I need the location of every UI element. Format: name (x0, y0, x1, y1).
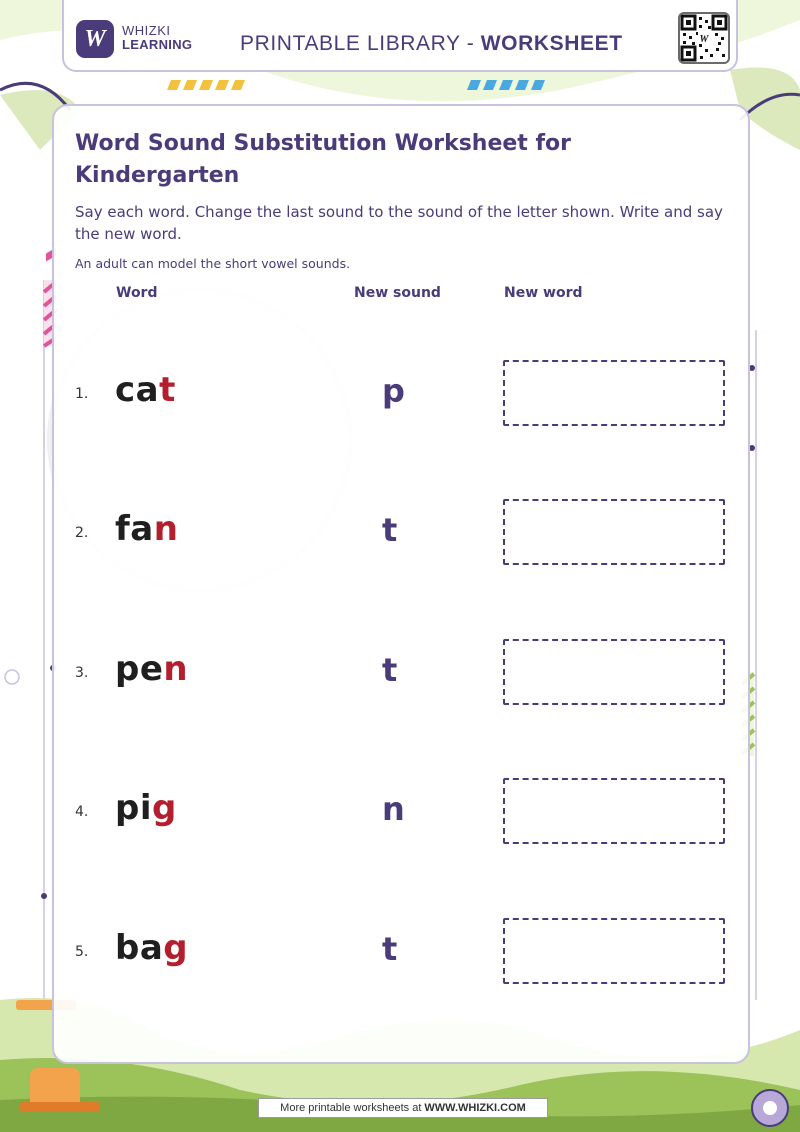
column-header-new-word: New word (504, 285, 583, 301)
word-last-letter: t (159, 370, 176, 410)
new-sound-letter: t (382, 651, 398, 689)
brand-name (122, 24, 192, 53)
worksheet-instructions: Say each word. Change the last sound to the sound of the letter shown. Write and say the new word. (75, 203, 723, 243)
whizki-logo[interactable] (76, 20, 114, 58)
item-number: 2. (75, 525, 89, 541)
word-last-letter: n (153, 509, 179, 549)
word-stem: ca (115, 370, 160, 410)
item-word (115, 788, 177, 828)
worksheet-title: Word Sound Substitution Worksheet for Kindergarten (75, 131, 572, 188)
word-stem: fa (115, 509, 154, 549)
item-number: 5. (75, 944, 89, 960)
word-last-letter: g (163, 928, 189, 968)
header-title-emphasis: WORKSHEET (480, 32, 623, 55)
item-word (115, 370, 176, 410)
footer-text: More printable worksheets at (280, 1102, 422, 1114)
item-word (115, 509, 178, 549)
new-sound-letter: p (382, 372, 405, 410)
worksheet-item-3 (0, 639, 800, 709)
item-number: 3. (75, 665, 89, 681)
brand-line-2: LEARNING (122, 37, 193, 53)
header-title (240, 32, 623, 56)
qr-code-icon[interactable] (678, 12, 730, 64)
answer-box[interactable] (503, 778, 725, 844)
item-word (115, 649, 188, 689)
worksheet-item-2 (0, 499, 800, 569)
new-sound-letter: t (382, 511, 398, 549)
word-stem: ba (115, 928, 164, 968)
column-header-new-sound: New sound (354, 285, 441, 301)
word-stem: pi (115, 788, 152, 828)
worksheet-item-4 (0, 778, 800, 848)
column-header-word: Word (116, 285, 158, 301)
worksheet-item-5 (0, 918, 800, 988)
logo-letter: W (84, 26, 106, 52)
svg-text:W: W (699, 34, 709, 45)
qr-code-graphic (680, 14, 728, 62)
site-header (62, 0, 738, 72)
word-stem: pe (115, 649, 164, 689)
word-last-letter: n (163, 649, 189, 689)
footer-link[interactable]: WWW.WHIZKI.COM (424, 1102, 526, 1114)
footer-banner (258, 1098, 548, 1118)
answer-box[interactable] (503, 499, 725, 565)
new-sound-letter: t (382, 930, 398, 968)
answer-box[interactable] (503, 918, 725, 984)
item-word (115, 928, 188, 968)
yellow-stripe-decoration (167, 80, 253, 92)
new-sound-letter: n (382, 790, 405, 828)
brand-line-1: WHIZKI (122, 23, 171, 38)
item-number: 1. (75, 386, 89, 402)
word-last-letter: g (152, 788, 177, 828)
blue-stripe-decoration (467, 80, 553, 92)
answer-box[interactable] (503, 639, 725, 705)
adult-note: An adult can model the short vowel sounds. (75, 256, 351, 271)
answer-box[interactable] (503, 360, 725, 426)
worksheet-item-1 (0, 360, 800, 430)
item-number: 4. (75, 804, 89, 820)
header-title-prefix: PRINTABLE LIBRARY - (240, 32, 481, 55)
